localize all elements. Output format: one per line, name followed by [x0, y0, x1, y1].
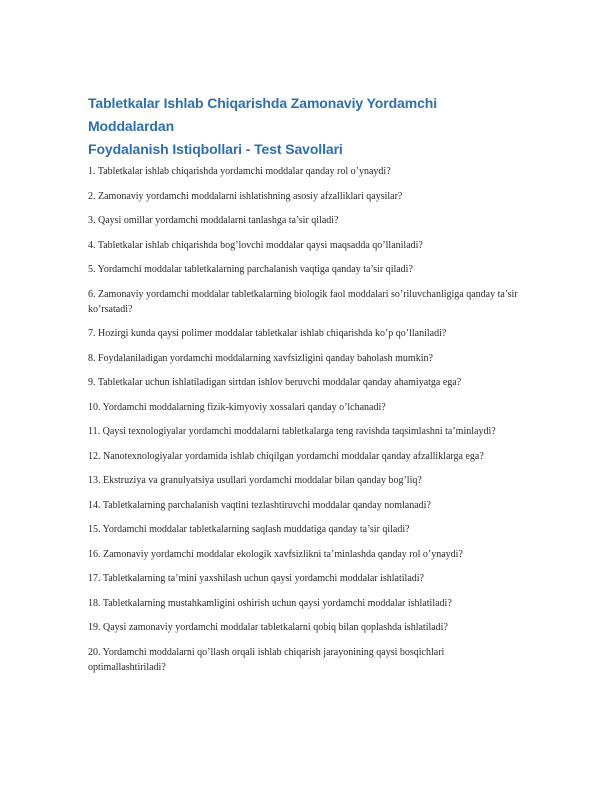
question-item: 8. Foydalaniladigan yordamchi moddalarning xavfsizligini qanday baholash mumkin?: [88, 352, 433, 364]
question-item: 9. Tabletkalar uchun ishlatiladigan sirtdan ishlov beruvchi moddalar qanday ahamiyatga ega?: [88, 377, 462, 388]
question-item: 1. Tabletkalar ishlab chiqarishda yordamchi moddalar qanday rol o’ynaydi?: [88, 166, 391, 177]
question-item: 16. Zamonaviy yordamchi moddalar ekologik xavfsizlikni ta’minlashda qanday rol o’ynaydi?: [88, 548, 463, 560]
page-title: [88, 92, 524, 161]
document-content: [88, 92, 524, 684]
question-item: 18. Tabletkalarning mustahkamligini oshirish uchun qaysi yordamchi moddalar ishlatiladi?: [88, 597, 452, 609]
page-title-line2: Foydalanish Istiqbollari - Test Savollari: [88, 141, 343, 157]
question-item: 7. Hozirgi kunda qaysi polimer moddalar tabletkalar ishlab chiqarishda ko’p qo’llaniladi?: [88, 328, 447, 339]
question-item: 19. Qaysi zamonaviy yordamchi moddalar tabletkalarni qobiq bilan qoplashda ishlatiladi?: [88, 622, 448, 633]
question-item: 14. Tabletkalarning parchalanish vaqtini tezlashtiruvchi moddalar qanday nomlanadi?: [88, 499, 431, 511]
question-item: 11. Qaysi texnologiyalar yordamchi moddalarni tabletkalarga teng ravishda taqsimlashni ta’minlaydi?: [88, 426, 496, 437]
question-item: 10. Yordamchi moddalarning fizik-kimyoviy xossalari qanday o’lchanadi?: [88, 401, 386, 413]
question-list: [88, 164, 524, 675]
question-item: 12. Nanotexnologiyalar yordamida ishlab chiqilgan yordamchi moddalar qanday afzalliklarga ega?: [88, 450, 484, 462]
question-item: 2. Zamonaviy yordamchi moddalarni ishlatishning asosiy afzalliklari qaysilar?: [88, 190, 403, 202]
question-item: 15. Yordamchi moddalar tabletkalarning saqlash muddatiga qanday ta’sir qiladi?: [88, 524, 410, 535]
question-item: 17. Tabletkalarning ta’mini yaxshilash uchun qaysi yordamchi moddalar ishlatiladi?: [88, 573, 424, 584]
page-title-line1: Tabletkalar Ishlab Chiqarishda Zamonaviy Yordamchi Moddalardan: [88, 95, 437, 134]
question-item: 3. Qaysi omillar yordamchi moddalarni tanlashga ta’sir qiladi?: [88, 215, 339, 226]
question-item: 13. Ekstruziya va granulyatsiya usullari yordamchi moddalar bilan qanday bog’liq?: [88, 475, 422, 486]
question-item: 6. Zamonaviy yordamchi moddalar tabletkalarning biologik faol moddalari so’riluvchanligiga qanday ta’sir ko’rsatadi?: [88, 288, 518, 315]
question-item: 5. Yordamchi moddalar tabletkalarning parchalanish vaqtiga qanday ta’sir qiladi?: [88, 264, 413, 275]
question-item: 20. Yordamchi moddalarni qo’llash orqali ishlab chiqarish jarayonining qaysi bosqichlari optimallashtiriladi?: [88, 646, 445, 673]
question-item: 4. Tabletkalar ishlab chiqarishda bog’lovchi moddalar qaysi maqsadda qo’llaniladi?: [88, 239, 423, 251]
